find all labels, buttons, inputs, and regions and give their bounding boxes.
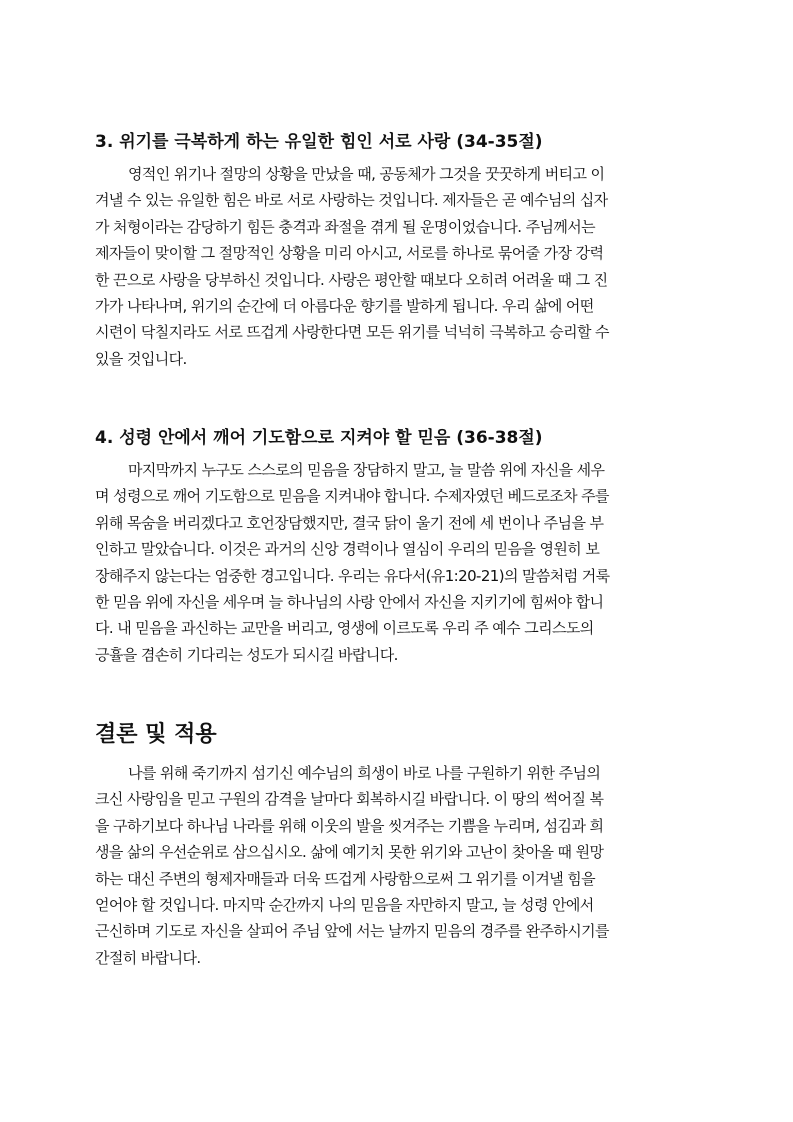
section-4-line-4: 인하고 말았습니다. 이것은 과거의 신앙 경력이나 열심이 우리의 믿음을 영원히 보 [95,540,600,559]
section-3-line-3: 가 처형이라는 감당하기 힘든 충격과 좌절을 겪게 될 운명이었습니다. 주님께서는 [95,217,596,236]
conclusion-line-5: 하는 대신 주변의 형제자매들과 더욱 뜨겁게 사랑함으로써 그 위기를 이겨낼 힘을 [95,869,596,888]
section-4-line-8: 긍휼을 겸손히 기다리는 성도가 되시길 바랍니다. [95,645,398,664]
conclusion-heading: 결론 및 적용 [95,722,217,747]
section-4-line-2: 며 성령으로 깨어 기도함으로 믿음을 지켜내야 합니다. 수제자였던 베드로조차 주를 [95,487,609,506]
section-3-line-8: 있을 것입니다. [95,349,187,368]
section-3-body [95,161,705,372]
conclusion-body [95,760,705,971]
section-3 [95,130,705,372]
conclusion-line-4: 생을 삶의 우선순위로 삼으십시오. 삶에 예기치 못한 위기와 고난이 찾아올 때 원망 [95,843,604,862]
conclusion-line-7: 근신하며 기도로 자신을 살피어 주님 앞에 서는 날까지 믿음의 경주를 완주하시기를 [95,922,609,941]
section-3-heading: 3. 위기를 극복하게 하는 유일한 힘인 서로 사랑 (34-35절) [95,132,543,152]
section-4-line-5: 장해주지 않는다는 엄중한 경고입니다. 우리는 유다서(유1:20-21)의 말씀처럼 거룩 [95,566,610,585]
section-3-line-5: 한 끈으로 사랑을 당부하신 것입니다. 사랑은 평안할 때보다 오히려 어려울 때 그 진 [95,270,608,289]
conclusion-line-3: 을 구하기보다 하나님 나라를 위해 이웃의 발을 씻겨주는 기쁨을 누리며, 섬김과 희 [95,816,604,835]
section-3-line-7: 시련이 닥칠지라도 서로 뜨겁게 사랑한다면 모든 위기를 넉넉히 극복하고 승리할 수 [95,323,609,342]
section-4-body [95,457,705,668]
section-3-line-4: 제자들이 맞이할 그 절망적인 상황을 미리 아시고, 서로를 하나로 묶어줄 가장 강력 [95,244,604,263]
section-3-line-2: 겨낼 수 있는 유일한 힘은 바로 서로 사랑하는 것입니다. 제자들은 곧 예수님의 십자 [95,191,608,210]
section-4-line-7: 다. 내 믿음을 과신하는 교만을 버리고, 영생에 이르도록 우리 주 예수 그리스도의 [95,619,594,638]
conclusion-line-6: 얻어야 할 것입니다. 마지막 순간까지 나의 믿음을 자만하지 말고, 늘 성령 안에서 [95,896,594,915]
conclusion-line-8: 간절히 바랍니다. [95,948,201,967]
section-4-line-3: 위해 목숨을 버리겠다고 호언장담했지만, 결국 닭이 울기 전에 세 번이나 주님을 부 [95,513,604,532]
section-4-line-6: 한 믿음 위에 자신을 세우며 늘 하나님의 사랑 안에서 자신을 지키기에 힘써야 합니 [95,593,604,612]
section-4 [95,426,705,668]
conclusion-line-2: 크신 사랑임을 믿고 구원의 감격을 날마다 회복하시길 바랍니다. 이 땅의 썩어질 복 [95,790,604,809]
conclusion-line-1: 나를 위해 죽기까지 섬기신 예수님의 희생이 바로 나를 구원하기 위한 주님의 [128,764,601,782]
section-3-line-6: 가가 나타나며, 위기의 순간에 더 아름다운 향기를 발하게 됩니다. 우리 삶에 어떤 [95,297,594,316]
section-4-heading: 4. 성령 안에서 깨어 기도함으로 지켜야 할 믿음 (36-38절) [95,428,543,448]
section-4-line-1: 마지막까지 누구도 스스로의 믿음을 장담하지 말고, 늘 말씀 위에 자신을 세우 [128,461,605,479]
conclusion-section [95,720,705,971]
section-3-line-1: 영적인 위기나 절망의 상황을 만났을 때, 공동체가 그것을 꿋꿋하게 버티고 이 [128,165,605,183]
